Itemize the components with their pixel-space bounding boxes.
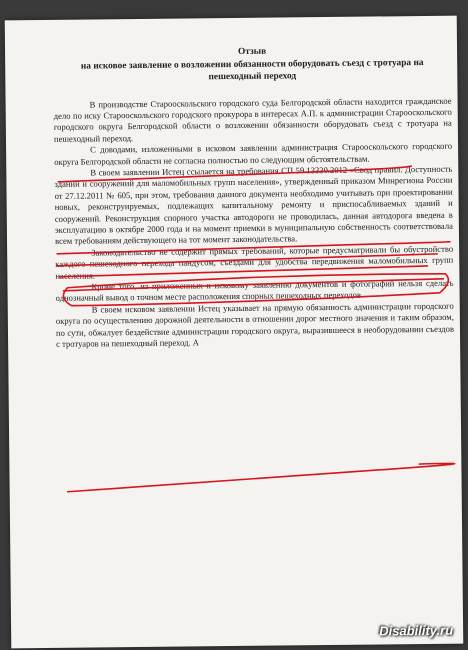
paragraph-legislation: Законодательство не содержит прямых требований, которые предусматривали бы обустройство каждого пешеходного перехода пандусом, съездами для удобства передвижения маломобильных групп населения. — [55, 243, 454, 281]
document-subtitle-line-2: пешеходный переход — [208, 71, 297, 83]
paragraph-disagreement: С доводами, изложенными в исковом заявлении администрация Старооскольского городского округа Белгородской области не согласна полностью по следующим обстоятельствам. — [54, 140, 453, 167]
watermark: Disability.ru — [379, 622, 454, 639]
paragraph-sp-requirements: В своем заявлении Истец ссылается на требования СП 59.13330.2012 «Свод правил. Доступность зданий и сооружений для маломобильных групп населения», утвержденный приказом Минрегиона России от 27.12.2011 № 605, при этом, требования данного документа необходимо учитывать при проектировании новых, реконструируемых, подлежащих капитальному ремонту и приспосабливаемых зданий и сооружений. Реконструкция спорного участка автодороги не проводилась, данная автодорога введена в эксплуатацию в октябре 2000 года и на момент приемки в муниципальную собственность соответствовала всем требованиям действующего на тот момент законодательства. — [54, 163, 453, 247]
document-title: Отзыв — [237, 46, 267, 57]
paragraph-documents: Кроме того, из приложенных к исковому заявлению документов и фотографий нельзя сделать однозначный вывод о точном месте расположения спорных пешеходных переходов. — [55, 277, 454, 304]
paragraph-intro: В производстве Старооскольского городского суда Белгородской области находится гражданское дело по иску Старооскольского городского прокурора в интересах А.П. к администрации Старооскольского городского округа Белгородской области о возложении обязанности оборудовать съезд с тротуара на пешеходный переход. — [53, 95, 452, 144]
underline-mark-6 — [67, 463, 454, 491]
document-subtitle-line-1: на исковое заявление о возложении обязанности оборудовать съезд с тротуара на — [80, 57, 424, 72]
document-page — [5, 16, 464, 649]
document-body — [53, 44, 454, 351]
paragraph-obligation: В своем исковом заявлении Истец указывает на прямую обязанность администрации городского округа по осуществлению дорожной деятельности в отношении дорог местного значения и таким образом, по сути, обжалует бездействие администрации городского округа, выразившееся в необорудовании съездов с тротуаров на пешеходный переход. А — [55, 300, 455, 349]
